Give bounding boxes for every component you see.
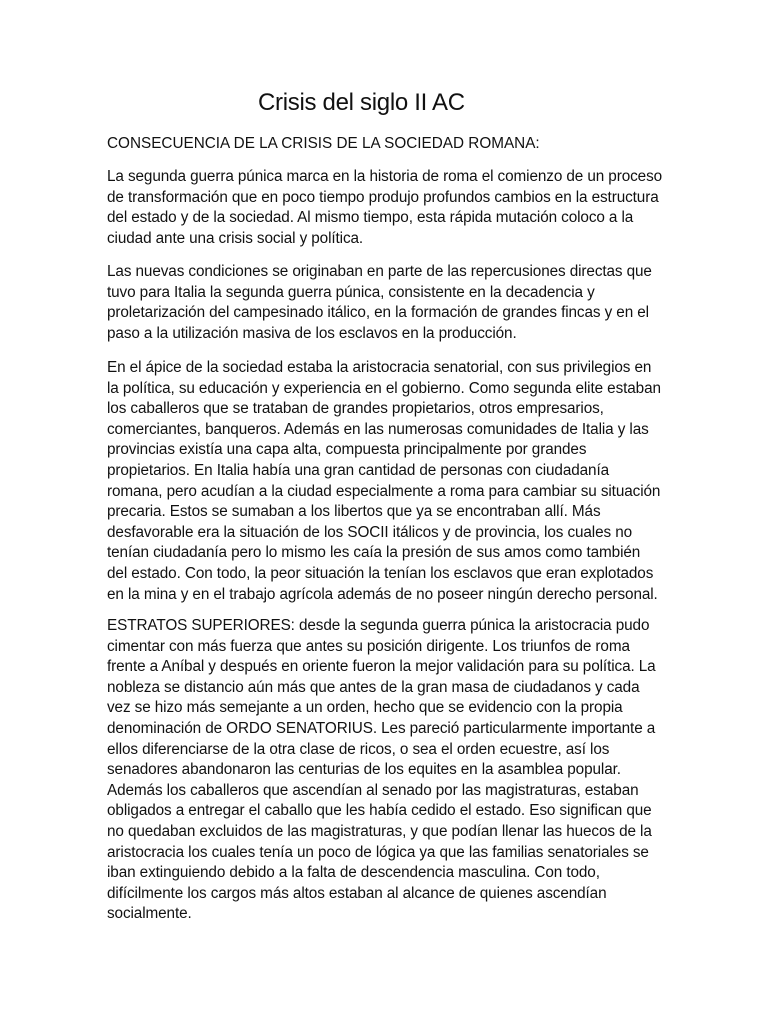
paragraph-line: de transformación que en poco tiempo produjo profundos cambios en la estructura <box>107 188 659 206</box>
paragraph-line: vez se hizo más semejante a un orden, hecho que se evidencio con la propia <box>107 699 623 717</box>
paragraph-line: senadores abandonaron las centurias de los equites en la asamblea popular. <box>107 761 621 779</box>
paragraph-line: En el ápice de la sociedad estaba la aristocracia senatorial, con sus privilegios en <box>107 359 652 376</box>
paragraph-line: paso a la utilización masiva de los esclavos en la producción. <box>107 324 517 342</box>
paragraph-line: propietarios. En Italia había una gran cantidad de personas con ciudadanía <box>107 461 610 479</box>
paragraph-line: la política, su educación y experiencia en el gobierno. Como segunda elite estaban <box>107 379 661 397</box>
paragraph-line: no quedaban excluidos de las magistraturas, y que podían llenar las huecos de la <box>107 822 652 840</box>
paragraph-line: los caballeros que se trataban de grandes propietarios, otros empresarios, <box>107 400 604 418</box>
paragraph-line: desfavorable era la situación de los SOCII itálicos y de provincia, los cuales no <box>107 523 633 541</box>
paragraph-line: proletarización del campesinado itálico, en la formación de grandes fincas y en el <box>107 304 649 322</box>
paragraph-line: ESTRATOS SUPERIORES: desde la segunda guerra púnica la aristocracia pudo <box>107 617 650 634</box>
paragraph-line: tuvo para Italia la segunda guerra púnica, consistente en la decadencia y <box>107 283 595 301</box>
paragraph-line: aristocracia los cuales tenía un poco de lógica ya que las familias senatoriales se <box>107 843 649 861</box>
paragraph-line: tenían ciudadanía pero lo mismo les caía la presión de sus amos como también <box>107 544 641 562</box>
paragraph-line: Las nuevas condiciones se originaban en parte de las repercusiones directas que <box>107 263 652 280</box>
paragraph-line: ellos diferenciarse de la otra clase de ricos, o sea el orden ecuestre, así los <box>107 740 610 758</box>
paragraph-line: ciudad ante una crisis social y política. <box>107 229 364 247</box>
paragraph-4 <box>107 616 667 925</box>
paragraph-line: socialmente. <box>107 905 192 923</box>
paragraph-line: del estado. Con todo, la peor situación la tenían los esclavos que eran explotados <box>107 564 654 582</box>
paragraph-line: provincias existía una capa alta, compuesta principalmente por grandes <box>107 441 587 459</box>
paragraph-line: obligados a entregar el caballo que les había cedido el estado. Eso significan que <box>107 802 652 820</box>
paragraph-line: nobleza se distancio aún más que antes de la gran masa de ciudadanos y cada <box>107 678 640 696</box>
paragraph-line: iban extinguiendo debido a la falta de descendencia masculina. Con todo, <box>107 864 600 882</box>
paragraph-line: frente a Aníbal y después en oriente fueron la mejor validación para su política. La <box>107 658 656 676</box>
paragraph-line: romana, pero acudían a la ciudad especialmente a roma para cambiar su situación <box>107 482 661 500</box>
paragraph-line: del estado y de la sociedad. Al mismo tiempo, esta rápida mutación coloco a la <box>107 209 634 227</box>
paragraph-3 <box>107 358 667 605</box>
paragraph-line: comerciantes, banqueros. Además en las numerosas comunidades de Italia y las <box>107 420 649 438</box>
paragraph-line: denominación de ORDO SENATORIUS. Les pareció particularmente importante a <box>107 719 656 737</box>
paragraph-1 <box>107 167 667 249</box>
paragraph-line: cimentar con más fuerza que antes su posición dirigente. Los triunfos de roma <box>107 637 630 655</box>
section-heading: CONSECUENCIA DE LA CRISIS DE LA SOCIEDAD ROMANA: <box>107 135 540 152</box>
paragraph-line: La segunda guerra púnica marca en la historia de roma el comienzo de un proceso <box>107 168 663 185</box>
paragraph-2 <box>107 262 667 344</box>
paragraph-line: precaria. Estos se sumaban a los libertos que ya se encontraban allí. Más <box>107 503 601 521</box>
paragraph-line: difícilmente los cargos más altos estaban al alcance de quienes ascendían <box>107 884 607 902</box>
page-title: Crisis del siglo II AC <box>258 89 465 116</box>
paragraph-line: Además los caballeros que ascendían al senado por las magistraturas, estaban <box>107 781 639 799</box>
paragraph-line: en la mina y en el trabajo agrícola además de no poseer ningún derecho personal. <box>107 585 658 603</box>
